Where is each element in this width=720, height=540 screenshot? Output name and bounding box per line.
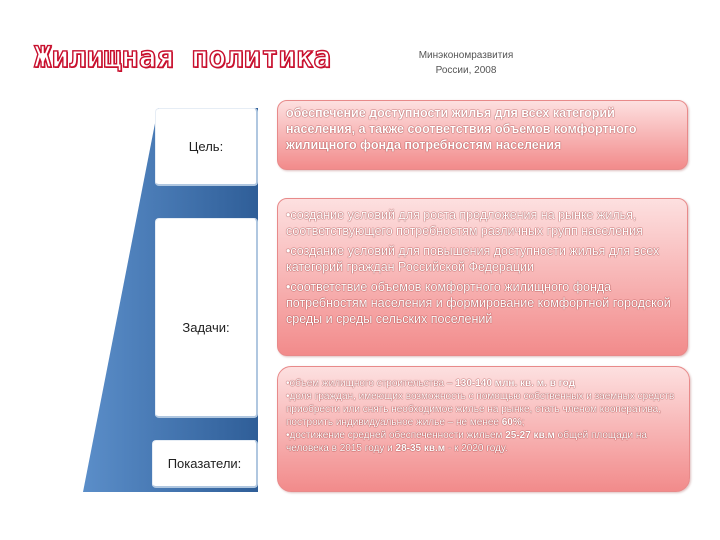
goal-label — [155, 108, 258, 186]
indicator-item: •объем жилищного строительства – 130-140 млн. кв. м. в год — [286, 378, 575, 389]
goal-label-text: Цель: — [188, 139, 224, 154]
tasks-label — [155, 218, 258, 418]
task-item: •соответствие объемов комфортного жилищного фонда потребностям населения и формирование комфортной городской среды и среды сельских поселений — [286, 280, 671, 326]
source-caption: Минэкономразвития России, 2008 — [418, 50, 514, 76]
tasks-box — [277, 198, 688, 356]
indicators-label-text: Показатели: — [167, 456, 242, 471]
task-item: •создание условий для роста предложения на рынке жилья, соответствующего потребностям различных групп населения — [286, 208, 643, 238]
goal-text: обеспечение доступности жилья для всех категорий населения, а также соответствия объемов комфортного жилищного фонда потребностям населения — [286, 106, 637, 152]
slide-title: Жилищная политика — [34, 40, 331, 74]
indicators-box — [277, 366, 690, 492]
indicators-label — [152, 440, 258, 488]
tasks-label-text: Задачи: — [182, 320, 230, 335]
task-item: •создание условий для повышения доступности жилья для всех категорий граждан Российской Федерации — [286, 244, 660, 274]
goal-box — [277, 100, 688, 170]
indicator-item: •доля граждан, имеющих возможность с помощью собственных и заемных средств приобрести или снять необходимое жилье на рынке, стать членом кооператива, построить индивидуальное жилье – не менее 60%; — [286, 391, 675, 428]
indicator-item: •достижение средней обеспеченности жильем 25-27 кв.м общей площади на человека в 2015 году и 28-35 кв.м - к 2020 году. — [286, 430, 647, 454]
